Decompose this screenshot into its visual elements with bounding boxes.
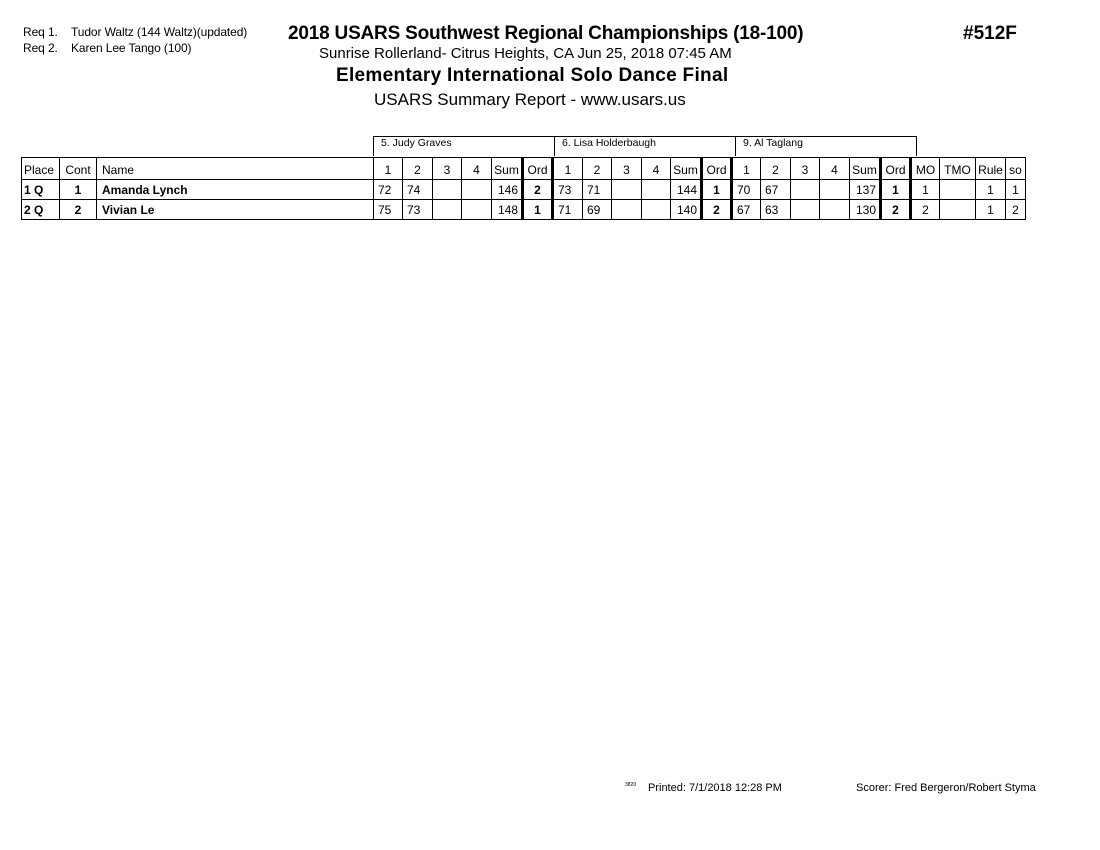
event-location-datetime: Sunrise Rollerland- Citrus Heights, CA Jun 25, 2018 07:45 AM bbox=[319, 45, 732, 62]
ord-cell: 1 bbox=[881, 180, 911, 200]
so-cell: 1 bbox=[1006, 180, 1026, 200]
ord-cell: 1 bbox=[523, 200, 553, 220]
col-header-sum: Sum bbox=[492, 158, 523, 180]
score-cell: 75 bbox=[374, 200, 403, 220]
score-cell bbox=[642, 200, 671, 220]
table-row bbox=[22, 180, 1026, 200]
ord-cell: 2 bbox=[881, 200, 911, 220]
request-1-number: Req 1. bbox=[23, 25, 58, 39]
score-cell bbox=[820, 200, 850, 220]
score-cell: 70 bbox=[732, 180, 761, 200]
col-header-4: 4 bbox=[462, 158, 492, 180]
col-header-sum: Sum bbox=[671, 158, 702, 180]
rule-cell: 1 bbox=[976, 180, 1006, 200]
score-cell bbox=[612, 200, 642, 220]
event-number: #512F bbox=[963, 23, 1017, 44]
score-cell: 67 bbox=[732, 200, 761, 220]
col-header-1: 1 bbox=[374, 158, 403, 180]
so-cell: 2 bbox=[1006, 200, 1026, 220]
event-name: Elementary International Solo Dance Final bbox=[336, 65, 729, 86]
col-header-tmo: TMO bbox=[940, 158, 976, 180]
request-2-number: Req 2. bbox=[23, 41, 58, 55]
score-cell bbox=[791, 180, 820, 200]
col-header-rule: Rule bbox=[976, 158, 1006, 180]
sum-cell: 137 bbox=[850, 180, 881, 200]
competition-title: 2018 USARS Southwest Regional Championships (18-100) bbox=[288, 23, 804, 44]
score-cell bbox=[433, 180, 462, 200]
col-header-cont: Cont bbox=[60, 158, 97, 180]
score-cell: 67 bbox=[761, 180, 791, 200]
col-header-2: 2 bbox=[761, 158, 791, 180]
tmo-cell bbox=[940, 180, 976, 200]
cont-cell: 2 bbox=[60, 200, 97, 220]
judge-name: 5. Judy Graves bbox=[374, 137, 555, 156]
score-cell: 63 bbox=[761, 200, 791, 220]
ord-cell: 2 bbox=[702, 200, 732, 220]
ord-cell: 2 bbox=[523, 180, 553, 200]
request-2 bbox=[23, 41, 191, 55]
score-cell bbox=[612, 180, 642, 200]
score-cell bbox=[462, 200, 492, 220]
place-cell: 2 Q bbox=[22, 200, 60, 220]
skater-name: Vivian Le bbox=[97, 200, 374, 220]
col-header-ord: Ord bbox=[523, 158, 553, 180]
score-cell bbox=[642, 180, 671, 200]
col-header-1: 1 bbox=[553, 158, 583, 180]
col-header-ord: Ord bbox=[881, 158, 911, 180]
score-cell: 74 bbox=[403, 180, 433, 200]
col-header-ord: Ord bbox=[702, 158, 732, 180]
score-cell: 69 bbox=[583, 200, 612, 220]
col-header-2: 2 bbox=[583, 158, 612, 180]
request-1 bbox=[23, 25, 247, 39]
tmo-cell bbox=[940, 200, 976, 220]
col-header-so: so bbox=[1006, 158, 1026, 180]
col-header-4: 4 bbox=[820, 158, 850, 180]
ord-cell: 1 bbox=[702, 180, 732, 200]
mo-cell: 2 bbox=[911, 200, 940, 220]
col-header-3: 3 bbox=[612, 158, 642, 180]
score-cell bbox=[433, 200, 462, 220]
score-cell bbox=[791, 200, 820, 220]
scorer-names: Scorer: Fred Bergeron/Robert Styma bbox=[856, 782, 1036, 794]
printed-timestamp: Printed: 7/1/2018 12:28 PM bbox=[648, 782, 782, 794]
col-header-sum: Sum bbox=[850, 158, 881, 180]
col-header-2: 2 bbox=[403, 158, 433, 180]
sum-cell: 148 bbox=[492, 200, 523, 220]
score-cell bbox=[462, 180, 492, 200]
table-row bbox=[22, 200, 1026, 220]
col-header-place: Place bbox=[22, 158, 60, 180]
col-header-3: 3 bbox=[433, 158, 462, 180]
table-header-row bbox=[22, 158, 1026, 180]
sum-cell: 130 bbox=[850, 200, 881, 220]
sum-cell: 144 bbox=[671, 180, 702, 200]
col-header-3: 3 bbox=[791, 158, 820, 180]
score-cell: 71 bbox=[553, 200, 583, 220]
sum-cell: 140 bbox=[671, 200, 702, 220]
score-cell: 73 bbox=[553, 180, 583, 200]
results-table bbox=[21, 157, 1026, 220]
col-header-name: Name bbox=[97, 158, 374, 180]
form-code: 3820 bbox=[625, 782, 637, 788]
mo-cell: 1 bbox=[911, 180, 940, 200]
cont-cell: 1 bbox=[60, 180, 97, 200]
judge-name: 9. Al Taglang bbox=[736, 137, 917, 156]
rule-cell: 1 bbox=[976, 200, 1006, 220]
col-header-4: 4 bbox=[642, 158, 671, 180]
score-cell: 72 bbox=[374, 180, 403, 200]
report-title: USARS Summary Report - www.usars.us bbox=[374, 90, 686, 109]
judges-header bbox=[373, 136, 917, 156]
skater-name: Amanda Lynch bbox=[97, 180, 374, 200]
request-1-text: Tudor Waltz (144 Waltz)(updated) bbox=[71, 25, 248, 39]
score-cell: 71 bbox=[583, 180, 612, 200]
judge-name: 6. Lisa Holderbaugh bbox=[555, 137, 736, 156]
place-cell: 1 Q bbox=[22, 180, 60, 200]
sum-cell: 146 bbox=[492, 180, 523, 200]
col-header-mo: MO bbox=[911, 158, 940, 180]
request-2-text: Karen Lee Tango (100) bbox=[71, 41, 192, 55]
score-cell bbox=[820, 180, 850, 200]
col-header-1: 1 bbox=[732, 158, 761, 180]
score-cell: 73 bbox=[403, 200, 433, 220]
